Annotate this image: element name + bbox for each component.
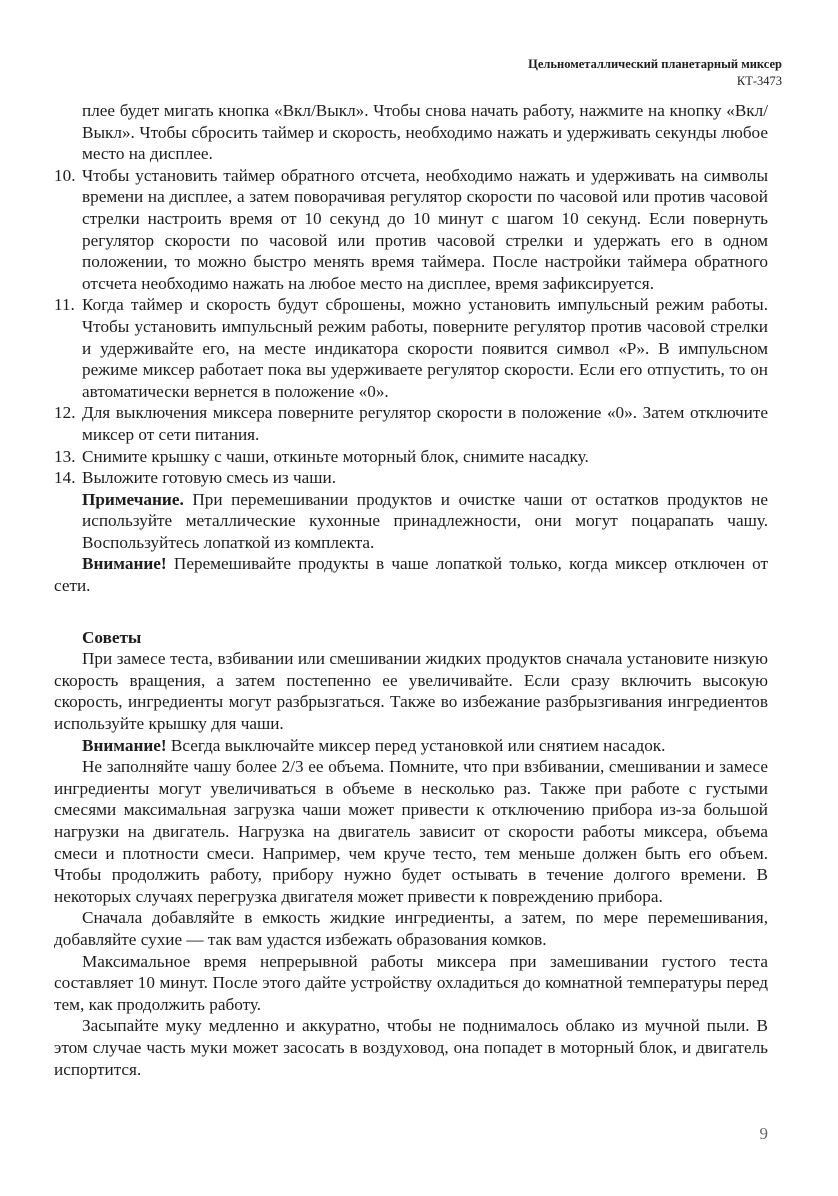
item-number: 13. [54,446,76,466]
document-title: Цельнометаллический планетарный миксер [528,57,782,71]
item-text: Когда таймер и скорость будут сброшены, можно установить импульсный режим работы. Чтобы установить импульсный режим работы, поверните регулятор против часовой стрелки и удерживайте его, на месте индикатора скорости появится символ «P». В импульсном режиме миксер работает пока вы удерживаете регулятор скорости. Если его отпустить, то он автоматически вернется в положение «0». [82,295,768,401]
item-number: 10. [54,165,76,185]
attention-paragraph [54,553,768,596]
page-header [528,56,782,90]
list-item-11 [54,294,768,402]
item-number: 14. [54,468,76,488]
tips-paragraph: Максимальное время непрерывной работы миксера при замешивании густого теста составляет 10 минут. После этого дайте устройству охладиться до комнатной температуры перед тем, как продолжить работу. [54,951,768,1014]
item-text: Для выключения миксера поверните регулятор скорости в положение «0». Затем отключите миксер от сети питания. [82,403,768,444]
note-label: Примечание. [82,489,184,509]
model-number: КТ-3473 [736,74,782,88]
list-item-12 [54,402,768,445]
tips-heading: Советы [82,627,142,647]
list-item-14 [54,467,768,489]
note-text: При перемешивании продуктов и очистке чаши от остатков продуктов не используйте металлические кухонные принадлежности, они могут поцарапать чашу. Воспользуйтесь лопаткой из комплекта. [82,489,768,552]
item-number: 12. [54,403,76,423]
note-paragraph [54,489,768,554]
tips-paragraph: При замесе теста, взбивании или смешивании жидких продуктов сначала установите низкую скорость вращения, а затем постепенно ее увеличивайте. Если сразу включить высокую скорость, ингредиенты могут разбрызгаться. Также во избежание разбрызгивания ингредиентов используйте крышку для чаши. [54,649,768,734]
tips-attention-text: Всегда выключайте миксер перед установкой или снятием насадок. [166,735,666,755]
item-number: 11. [54,295,75,315]
tips-paragraph: Засыпайте муку медленно и аккуратно, чтобы не поднималось облако из мучной пыли. В этом случае часть муки может засосать в воздуховод, она попадет в моторный блок, и двигатель испортится. [54,1016,768,1079]
tips-paragraph: Не заполняйте чашу более 2/3 ее объема. Помните, что при взбивании, смешивании и замесе ингредиенты могут увеличиваться в объеме в несколько раз. Также при работе с густыми смесями максимальная загрузка чаши может привести к отключению прибора из-за большой нагрузки на двигатель. Нагрузка на двигатель зависит от скорости работы миксера, объема смеси и плотности смеси. Например, чем круче тесто, тем меньше должен быть его объем. Чтобы продолжить работу, прибору нужно будет остывать в течение долгого времени. В некоторых случаях перегрузка двигателя может привести к повреждению прибора. [54,757,768,906]
continuation-paragraph: плее будет мигать кнопка «Вкл/Выкл». Чтобы снова начать работу, нажмите на кнопку «Вкл/Выкл». Чтобы сбросить таймер и скорость, необходимо нажать и удерживать секунды любое место на дисплее. [82,101,768,164]
list-item-13 [54,446,768,468]
page-number: 9 [759,1124,768,1143]
attention-label: Внимание! [82,554,167,574]
tips-paragraph: Сначала добавляйте в емкость жидкие ингредиенты, а затем, по мере перемешивания, добавляйте сухие — так вам удастся избежать образования комков. [54,908,768,949]
attention-text: Перемешивайте продукты в чаше лопаткой только, когда миксер отключен от сети. [54,554,768,596]
tips-attention-paragraph [54,735,768,757]
page-content [54,100,768,1080]
item-text: Выложите готовую смесь из чаши. [82,468,337,488]
item-text: Чтобы установить таймер обратного отсчета, необходимо нажать и удерживать на символы времени на дисплее, а затем поворачивая регулятор скорости по часовой или против часовой стрелки настроить время от 10 секунд до 10 минут с шагом 10 секунд. Если повернуть регулятор скорости по часовой или против часовой стрелки и удержать его в одном положении, то можно быстро менять время таймера. После настройки таймера обратного отсчета необходимо нажать на любое место на дисплее, время зафиксируется. [82,165,768,293]
tips-attention-label: Внимание! [82,735,167,755]
list-item-10 [54,165,768,295]
item-text: Снимите крышку с чаши, откиньте моторный блок, снимите насадку. [82,446,589,466]
